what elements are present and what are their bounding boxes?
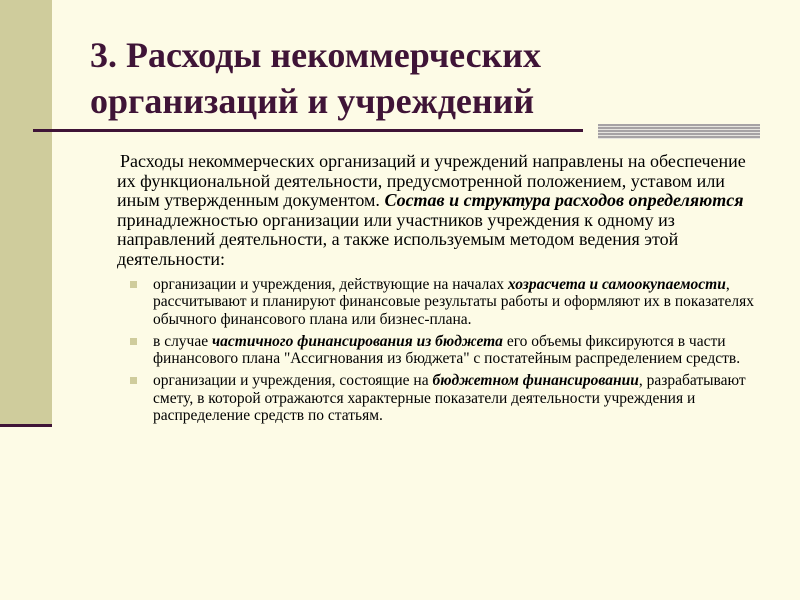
intro-text-before: Расходы некоммерческих организаций и учреждений направлены на обеспечение их функциональной деятельности, предусмотренной положением, уставом или иным утвержденным документом. [117,151,746,210]
square-bullet-icon [130,377,137,384]
side-rule [0,424,52,427]
bullet-emphasis: частичного финансирования из бюджета [212,332,503,350]
title-underline [33,129,583,132]
bullet-text-before: организации и учреждения, действующие на началах [153,276,504,293]
bullet-emphasis: бюджетном финансировании [432,372,639,390]
bullet-text-before: в случае [153,332,209,350]
list-item [153,276,767,328]
slide-title-line-1: 3. Расходы некоммерческих [90,35,542,75]
bullet-list [117,276,767,424]
slide-title [90,32,770,124]
bullet-emphasis: хозрасчета и самоокупаемости [507,276,726,293]
intro-text-after: принадлежностью организации или участников учреждения к одному из направлений деятельности, а также используемым методом ведения этой деятельности: [117,209,679,269]
bullet-text-after: его объемы фиксируются в части финансового плана "Ассигнования из бюджета" с постатейным распределением средств. [153,332,741,368]
slide-title-line-2: организаций и учреждений [90,81,535,121]
striped-decoration [598,124,760,139]
list-item [153,333,767,368]
bullet-text-after: , рассчитывают и планируют финансовые результаты работы и оформляют их в показателях обычного финансового плана или бизнес-плана. [153,276,754,328]
intro-paragraph [117,152,767,269]
square-bullet-icon [130,338,137,345]
side-decorative-band [0,0,52,425]
square-bullet-icon [130,281,137,288]
bullet-text-before: организации и учреждения, состоящие на [153,372,429,390]
bullet-text-after: , разрабатывают смету, в которой отражаются характерные показатели деятельности учреждения и распределение средств по статьям. [153,372,746,425]
intro-emphasis: Состав и структура расходов определяются [384,190,744,210]
slide-body [117,152,767,429]
list-item [153,372,767,424]
